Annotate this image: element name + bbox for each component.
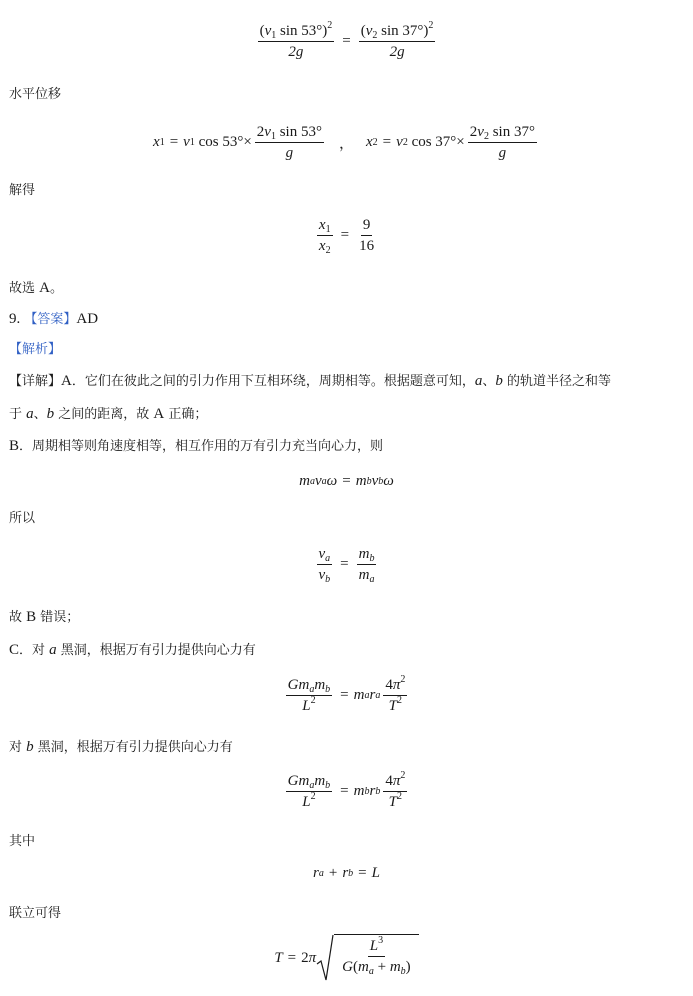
detail-line-2: 于 a、b 之间的距离，故 A 正确；	[9, 406, 208, 422]
point-b-text: B．周期相等则角速度相等，相互作用的万有引力充当向心力，则	[9, 438, 384, 454]
equation-energy-balance: $\frac{(v_1 \sin 53^\circ)^2}{2g}$ = $\frac{(v_2 \sin 37^\circ)^2}{2g}$	[259, 20, 434, 60]
equation-radius-sum: r a + r b = L	[313, 865, 380, 881]
point-c-text: C．对 a 黑洞，根据万有引力提供向心力有	[9, 642, 256, 658]
radical-icon	[316, 934, 334, 982]
square-root: $\frac{L^3}{G(m_a + m_b)}$	[316, 934, 419, 982]
equation-centripetal-b: $\frac{Gm_am_b}{L^2}$ = m b r b $\frac{4\pi^2}{T^2}$	[287, 770, 406, 810]
label-combine: 联立可得	[9, 906, 62, 921]
equation-ratio-x: $\frac{x_1}{x_2}$ = $\frac{9}{16}$	[318, 217, 375, 256]
equation-period: T = 2 π $\frac{L^3}{G(m_a + m_b)}$	[0, 934, 693, 982]
equation-horizontal-displacements: x 1 = v 1 cos 53°× $\frac{2v_1 \sin 53^\circ}{g}$ ， x 2 = v 2 cos 37°× $\frac{2v_2 \sin 37^\circ}{g}$	[153, 124, 535, 161]
label-solve: 解得	[9, 183, 36, 198]
equation-centripetal-a: $\frac{Gm_am_b}{L^2}$ = m a r a $\frac{4\pi^2}{T^2}$	[287, 674, 406, 714]
equation-momentum: m a v a ω = m b v b ω	[299, 473, 394, 489]
question-9-answer: 9. 【答案】AD	[9, 311, 99, 327]
label-for-b: 对 b 黑洞，根据万有引力提供向心力有	[9, 739, 233, 755]
label-choose-a: 故选 A。	[9, 280, 63, 296]
label-horizontal-displacement: 水平位移	[9, 87, 62, 102]
detail-line-1: 【详解】A．它们在彼此之间的引力作用下互相环绕，周期相等。根据题意可知，a、b 的轨道半径之和等	[9, 373, 612, 389]
equation-velocity-ratio: $\frac{v_a}{v_b}$ = $\frac{m_b}{m_a}$	[318, 546, 375, 585]
label-where: 其中	[9, 834, 36, 849]
label-analysis: 【解析】	[9, 342, 62, 357]
label-b-wrong: 故 B 错误；	[9, 609, 80, 625]
label-so: 所以	[9, 511, 36, 526]
